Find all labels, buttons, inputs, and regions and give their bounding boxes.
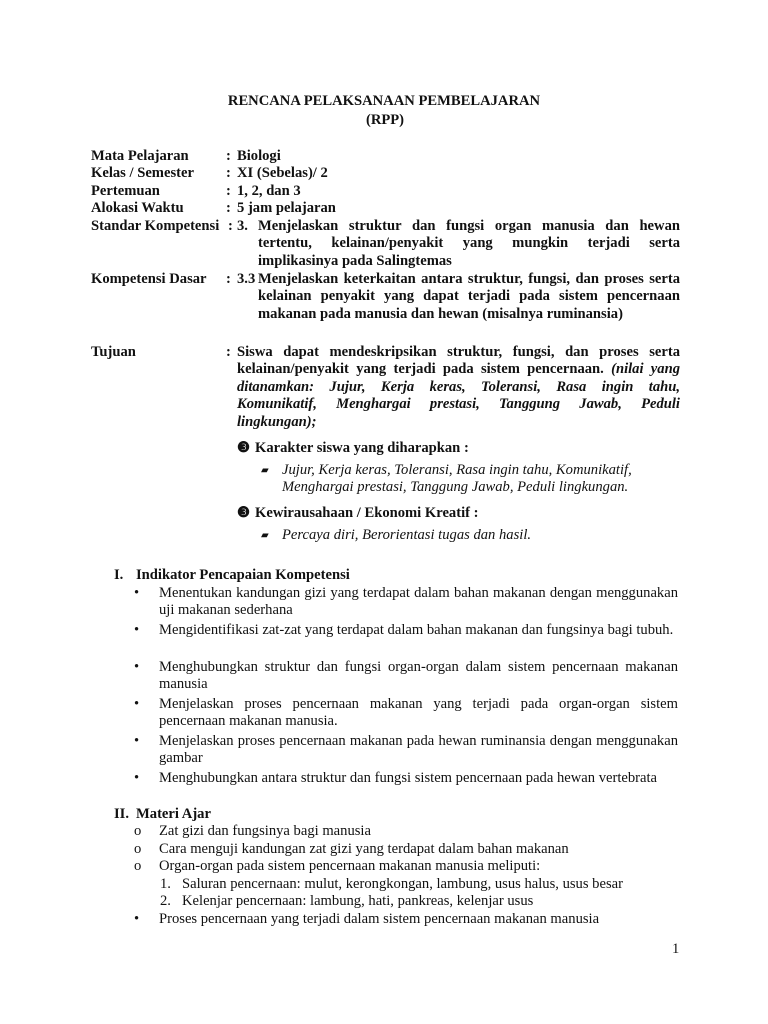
section-title: Materi Ajar bbox=[136, 806, 211, 822]
page-number: 1 bbox=[672, 941, 680, 957]
list-item-text: Organ-organ pada sistem pencernaan makanan manusia meliputi: bbox=[159, 858, 541, 874]
kewirausahaan-heading bbox=[237, 505, 479, 522]
karakter-item-text: Jujur, Kerja keras, Toleransi, Rasa ingin tahu, Komunikatif, Menghargai prestasi, Tanggung Jawab, Peduli lingkungan. bbox=[282, 462, 632, 496]
list-item-text: Menjelaskan proses pencernaan makanan yang terjadi pada organ-organ sistem pencernaan makanan manusia. bbox=[159, 696, 678, 730]
list-item-text: Menentukan kandungan gizi yang terdapat dalam bahan makanan dengan menggunakan uji makanan sederhana bbox=[159, 585, 678, 619]
label-mata-pelajaran: Mata Pelajaran bbox=[91, 148, 189, 164]
section-number: I. bbox=[114, 567, 124, 583]
tujuan-sentence: Siswa dapat mendeskripsikan struktur, fungsi, dan proses serta kelainan/penyakit yang terjadi pada sistem pencernaan. bbox=[237, 344, 680, 378]
ordered-number: 1. bbox=[160, 876, 171, 892]
document-title: RENCANA PELAKSANAAN PEMBELAJARAN bbox=[227, 93, 541, 109]
value-alokasi: 5 jam pelajaran bbox=[237, 200, 336, 216]
value-standar-kompetensi: Menjelaskan struktur dan fungsi organ manusia dan hewan tertentu, kelainan/penyakit yang mungkin terjadi serta implikasinya pada Salingtemas bbox=[258, 218, 680, 269]
kewirausahaan-item-text: Percaya diri, Berorientasi tugas dan hasil. bbox=[282, 527, 532, 543]
label-kelas: Kelas / Semester bbox=[91, 165, 194, 181]
bullet-icon: • bbox=[134, 585, 140, 601]
value-kompetensi-dasar: Menjelaskan keterkaitan antara struktur, fungsi, dan proses serta kelainan penyakit yang dapat terjadi pada sistem pencernaan makanan pada manusia dan hewan (misalnya ruminansia) bbox=[258, 271, 680, 322]
section-materi-heading bbox=[114, 806, 211, 823]
colon: : bbox=[226, 271, 231, 287]
label-standar-kompetensi: Standar Kompetensi bbox=[91, 218, 220, 234]
list-item-text: Mengidentifikasi zat-zat yang terdapat dalam bahan makanan dan fungsinya bagi tubuh. bbox=[159, 622, 674, 638]
colon: : bbox=[228, 218, 233, 234]
circle-bullet-icon: o bbox=[134, 841, 142, 857]
colon: : bbox=[226, 183, 231, 199]
numbered-circle-icon: ❸ bbox=[237, 440, 251, 456]
section-number: II. bbox=[114, 806, 130, 822]
ordered-item-text: Kelenjar pencernaan: lambung, hati, pankreas, kelenjar usus bbox=[182, 893, 534, 909]
number-standar: 3. bbox=[237, 218, 248, 234]
document-subtitle: (RPP) bbox=[365, 112, 405, 128]
list-item-text: Proses pencernaan yang terjadi dalam sistem pencernaan makanan manusia bbox=[159, 911, 600, 927]
circle-bullet-icon: o bbox=[134, 858, 142, 874]
bullet-icon: • bbox=[134, 733, 140, 749]
label-alokasi: Alokasi Waktu bbox=[91, 200, 184, 216]
bullet-icon: • bbox=[134, 659, 140, 675]
label-tujuan: Tujuan bbox=[91, 344, 136, 360]
colon: : bbox=[226, 165, 231, 181]
colon: : bbox=[226, 200, 231, 216]
section-indikator-heading bbox=[114, 567, 350, 584]
label-pertemuan: Pertemuan bbox=[91, 183, 160, 199]
list-item-text: Menghubungkan antara struktur dan fungsi sistem pencernaan pada hewan vertebrata bbox=[159, 770, 658, 786]
arrow-bullet-icon: ▰ bbox=[261, 465, 269, 476]
list-item-text: Cara menguji kandungan zat gizi yang terdapat dalam bahan makanan bbox=[159, 841, 569, 857]
arrow-bullet-icon: ▰ bbox=[261, 530, 269, 541]
label-kompetensi-dasar: Kompetensi Dasar bbox=[91, 271, 207, 287]
value-kelas: XI (Sebelas)/ 2 bbox=[237, 165, 328, 181]
numbered-circle-icon: ❸ bbox=[237, 505, 251, 521]
tujuan-nilai: (nilai yang ditanamkan: Jujur, Kerja keras, Toleransi, Rasa ingin tahu, Komunikatif, Menghargai prestasi, Tanggung Jawab, Peduli lingkungan); bbox=[237, 361, 680, 430]
kewirausahaan-heading-text: Kewirausahaan / Ekonomi Kreatif : bbox=[255, 505, 479, 521]
ordered-item-text: Saluran pencernaan: mulut, kerongkongan, lambung, usus halus, usus besar bbox=[182, 876, 623, 892]
colon: : bbox=[226, 344, 231, 360]
value-mata-pelajaran: Biologi bbox=[237, 148, 281, 164]
karakter-heading bbox=[237, 440, 469, 457]
ordered-number: 2. bbox=[160, 893, 171, 909]
bullet-icon: • bbox=[134, 911, 140, 927]
list-item-text: Menjelaskan proses pencernaan makanan pada hewan ruminansia dengan menggunakan gambar bbox=[159, 733, 678, 767]
value-pertemuan: 1, 2, dan 3 bbox=[237, 183, 301, 199]
section-title: Indikator Pencapaian Kompetensi bbox=[136, 567, 350, 583]
circle-bullet-icon: o bbox=[134, 823, 142, 839]
bullet-icon: • bbox=[134, 770, 140, 786]
colon: : bbox=[226, 148, 231, 164]
bullet-icon: • bbox=[134, 696, 140, 712]
value-tujuan bbox=[237, 344, 680, 431]
number-kompetensi: 3.3 bbox=[237, 271, 256, 287]
list-item-text: Zat gizi dan fungsinya bagi manusia bbox=[159, 823, 371, 839]
bullet-icon: • bbox=[134, 622, 140, 638]
list-item-text: Menghubungkan struktur dan fungsi organ-organ dalam sistem pencernaan makanan manusia bbox=[159, 659, 678, 693]
karakter-heading-text: Karakter siswa yang diharapkan : bbox=[255, 440, 469, 456]
